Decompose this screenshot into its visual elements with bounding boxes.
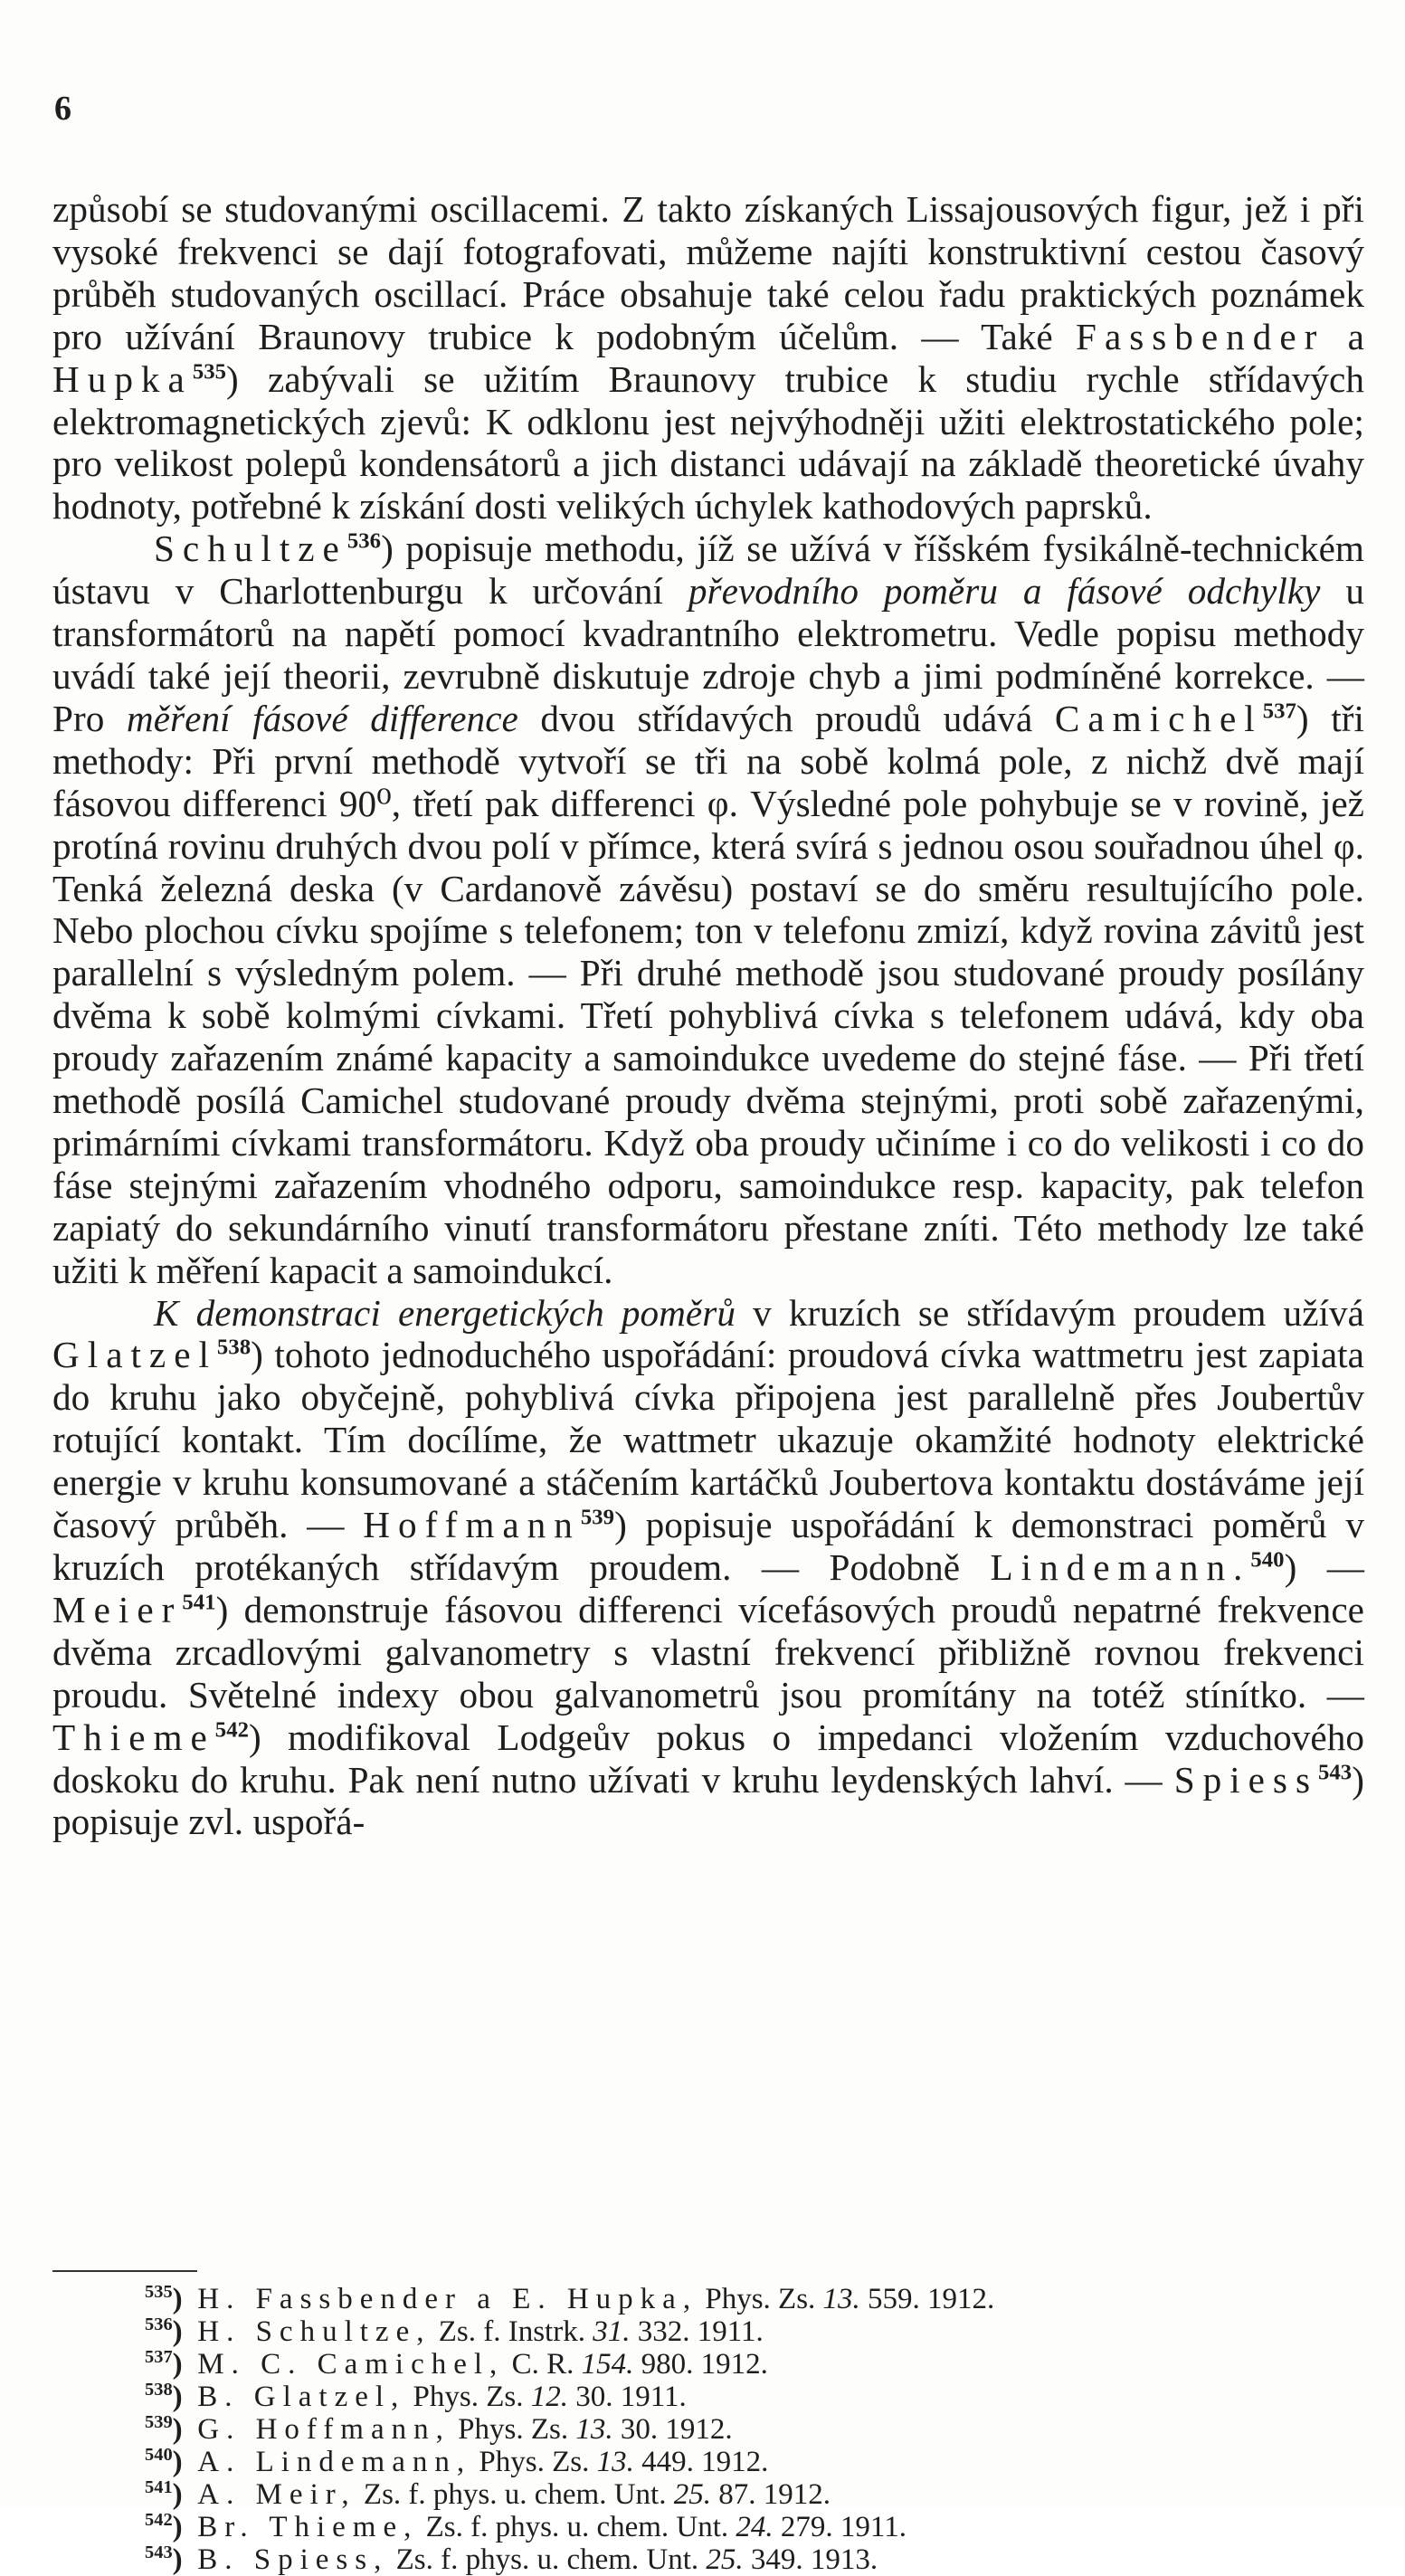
footnote-ref[interactable]: 539 [580,1505,615,1530]
footnote-volume: 13. [822,2283,860,2315]
footnote-volume: 12. [530,2381,568,2413]
footnote: $^{540}$) A. Lindemann, Phys. Zs. 13. 449. 1912. [145,2445,769,2478]
author-name: Schultze [154,528,347,570]
text-run: dvou střídavých proudů udává [517,697,1055,739]
text-run: ) popisuje zvl. uspořá- [52,1758,1364,1843]
footnote-number: 539 [145,2412,173,2432]
author-name: Glatzel [52,1334,217,1376]
footnote: $^{542}$) Br. Thieme, Zs. f. phys. u. chem. Unt. 24. 279. 1911. [145,2510,907,2543]
footnote-author: M. C. Camichel, [197,2348,505,2381]
footnote-pages: 332. 1911. [637,2315,764,2348]
footnote-pages: 980. 1912. [641,2348,768,2381]
footnote: $^{538}$) B. Glatzel, Phys. Zs. 12. 30. 1911. [145,2380,687,2413]
footnote-author: A. Lindemann, [197,2446,472,2478]
text-run: ) tohoto jednoduchého uspořádání: proudová cívka wattmetru jest zapiata do kruhu jako obyčejně, pohyblivá cívka připojena jest parallelně přes Joubertův rotující kontakt. Tím docílíme, že wattmetr ukazuje okamžité hodnoty elektrické energie v kruhu konsumované a stáčením kartáčků Joubertova kontaktu dostáváme její časový průběh. — [52,1334,1364,1546]
author-name: Thieme [52,1716,215,1758]
footnote-ref[interactable]: 535 [192,358,227,384]
footnote-ref[interactable]: 537 [1262,699,1296,724]
paragraph [52,188,1364,528]
author-name: Spiess [1173,1758,1318,1801]
footnote-journal: Zs. f. phys. u. chem. Unt. [395,2543,699,2576]
footnote-author: Br. Thieme, [197,2511,419,2543]
page-number: 6 [54,90,71,128]
footnote-volume: 13. [596,2446,634,2478]
footnote-number: 543 [145,2543,173,2562]
text-run: ) tři methody: Při první methodě vytvoří se tři na sobě kolmá pole, z nichž dvě mají fásovou differenci 90⁰, třetí pak differenci φ. Výsledné pole pohybuje se v rovině, jež protíná rovinu druhých dvou polí v přímce, která svírá s jednou osou souřadnou úhel φ. Tenká železná deska (v Cardanově závěsu) postaví se do směru resultujícího pole. Nebo plochou cívku spojíme s telefonem; ton v telefonu zmizí, když rovina závitů jest parallelní s výsledným polem. — Při druhé methodě jsou studované proudy posílány dvěma k sobě kolmými cívkami. Třetí pohyblivá cívka s telefonem udává, kdy oba proudy zařazením známé kapacity a samoindukce uvedeme do stejné fáse. — Při třetí methodě posílá Camichel studované proudy dvěma stejnými, proti sobě zařazenými, primárními cívkami transformátoru. Když oba proudy učiníme i co do velikosti i co do fáse stejnými zařazením vhodného odporu, samoindukce resp. kapacity, pak telefon zapiatý do sekundárního vinutí transformátoru přestane zníti. Této methody lze také užiti k měření kapacit a samoindukcí. [52,697,1364,1291]
footnote-ref[interactable]: 542 [214,1716,250,1742]
footnote-pages: 87. 1912. [718,2478,831,2511]
footnote-journal: Zs. f. phys. u. chem. Unt. [363,2478,667,2511]
paragraph [52,528,1364,1291]
footnote-journal: C. R. [511,2348,574,2381]
footnote-pages: 559. 1912. [868,2283,995,2315]
text-run: a [1324,315,1364,357]
footnote-volume: 31. [593,2315,631,2348]
footnote-journal: Phys. Zs. [458,2413,569,2446]
text-run: ) popisuje methodu, jíž se užívá v říšském fysikálně-technickém ústavu v Charlottenburgu k určování [52,528,1364,613]
footnote-pages: 349. 1913. [750,2543,878,2576]
paragraph [52,1292,1364,1844]
text-run: ) demonstruje fásovou differenci vícefásových proudů nepatrné frekvence dvěma zrcadlovými galvanometry s vlastní frekvencí přibližně rovnou frekvenci proudu. Světelné indexy obou galvanometrů jsou promítány na totéž stínítko. — [52,1588,1364,1716]
footnote-journal: Zs. f. Instrk. [438,2315,585,2348]
footnote-author: G. Hoffmann, [197,2413,451,2446]
footnote-ref[interactable]: 541 [182,1590,216,1615]
footnote: $^{537}$) M. C. Camichel, C. R. 154. 980. 1912. [145,2347,768,2381]
text-run: u transformátorů na napětí pomocí kvadrantního elektrometru. Vedle popisu methody uvádí také její theorii, zevrubně diskutuje zdroje chyb a jimi podmíněné korrekce. — Pro [52,570,1364,739]
footnote-pages: 279. 1911. [780,2511,907,2543]
footnote-pages: 449. 1912. [641,2446,769,2478]
footnote-number: 542 [145,2510,173,2530]
footnote-author: H. Schultze, [197,2315,432,2348]
text-run: v kruzích se střídavým proudem užívá [735,1291,1364,1334]
text-run: způsobí se studovanými oscillacemi. Z takto získaných Lissajousových figur, jež i při vysoké frekvenci se dají fotografovati, můžeme najíti konstruktivní cestou časový průběh studovaných oscillací. Práce obsahuje také celou řadu praktických poznámek pro užívání Braunovy trubice k podobným účelům. — Také [52,188,1364,357]
footnote-ref[interactable]: 538 [216,1335,252,1360]
footnote-author: A. Meir, [197,2478,356,2511]
footnote-pages: 30. 1912. [620,2413,733,2446]
footnote-ref[interactable]: 543 [1317,1759,1353,1784]
footnotes [145,2283,1276,2576]
footnote: $^{536}$) H. Schultze, Zs. f. Instrk. 31. 332. 1911. [145,2315,764,2348]
footnote-pages: 30. 1911. [575,2381,687,2413]
footnote-author: B. Spiess, [197,2543,389,2576]
body-text [52,188,1364,1843]
footnote: $^{535}$) H. Fassbender a E. Hupka, Phys. Zs. 13. 559. 1912. [145,2282,995,2315]
footnote-number: 538 [145,2380,173,2400]
text-run: ) modifikoval Lodgeův pokus o impedanci vložením vzduchového doskoku do kruhu. Pak není nutno užívati v kruhu leydenských lahví. — [52,1716,1364,1801]
footnote: $^{539}$) G. Hoffmann, Phys. Zs. 13. 30. 1912. [145,2412,733,2446]
text-run: ) — [1284,1546,1364,1588]
footnote-volume: 154. [581,2348,634,2381]
footnote: $^{541}$) A. Meir, Zs. f. phys. u. chem. Unt. 25. 87. 1912. [145,2477,831,2511]
footnote-number: 541 [145,2477,173,2497]
footnote-number: 535 [145,2282,173,2302]
footnote-volume: 24. [736,2511,774,2543]
footnote-volume: 13. [575,2413,613,2446]
author-name: Lindemann. [990,1546,1251,1588]
emphasis: měření fásové difference [126,697,518,739]
footnote-ref[interactable]: 540 [1250,1547,1285,1573]
footnote-journal: Phys. Zs. [705,2283,816,2315]
footnote-journal: Phys. Zs. [413,2381,524,2413]
author-name: Hupka [52,357,193,400]
author-name: Fassbender [1076,315,1325,357]
footnote-volume: 25. [673,2478,711,2511]
footnote-author: H. Fassbender a E. Hupka, [197,2283,698,2315]
footnote-author: B. Glatzel, [197,2381,406,2413]
text-run: ) popisuje uspořádání k demonstraci poměrů v kruzích protékaných střídavým proudem. — Podobně [52,1504,1364,1588]
footnote-number: 540 [145,2445,173,2465]
emphasis: K demonstraci energetických poměrů [154,1291,736,1334]
author-name: Hoffmann [363,1504,581,1546]
footnote-ref[interactable]: 536 [347,528,382,554]
footnote-volume: 25. [706,2543,744,2576]
text-run: ) zabývali se užitím Braunovy trubice k studiu rychle střídavých elektromagnetických zjevů: K odklonu jest nejvýhodněji užiti elektrostatického pole; pro velikost polepů kondensátorů a jich distanci udávají na základě theoretické úvahy hodnoty, potřebné k získání dosti velikých úchylek kathodových paprsků. [52,357,1364,528]
author-name: Meier [52,1588,183,1630]
footnote-number: 536 [145,2315,173,2334]
footnote-divider [52,2270,197,2272]
footnote-journal: Zs. f. phys. u. chem. Unt. [425,2511,729,2543]
author-name: Camichel [1054,697,1263,739]
footnote: $^{543}$) B. Spiess, Zs. f. phys. u. chem. Unt. 25. 349. 1913. [145,2543,878,2576]
emphasis: převodního poměru a fásové odchylky [688,570,1321,613]
footnote-number: 537 [145,2347,173,2367]
footnote-journal: Phys. Zs. [479,2446,590,2478]
